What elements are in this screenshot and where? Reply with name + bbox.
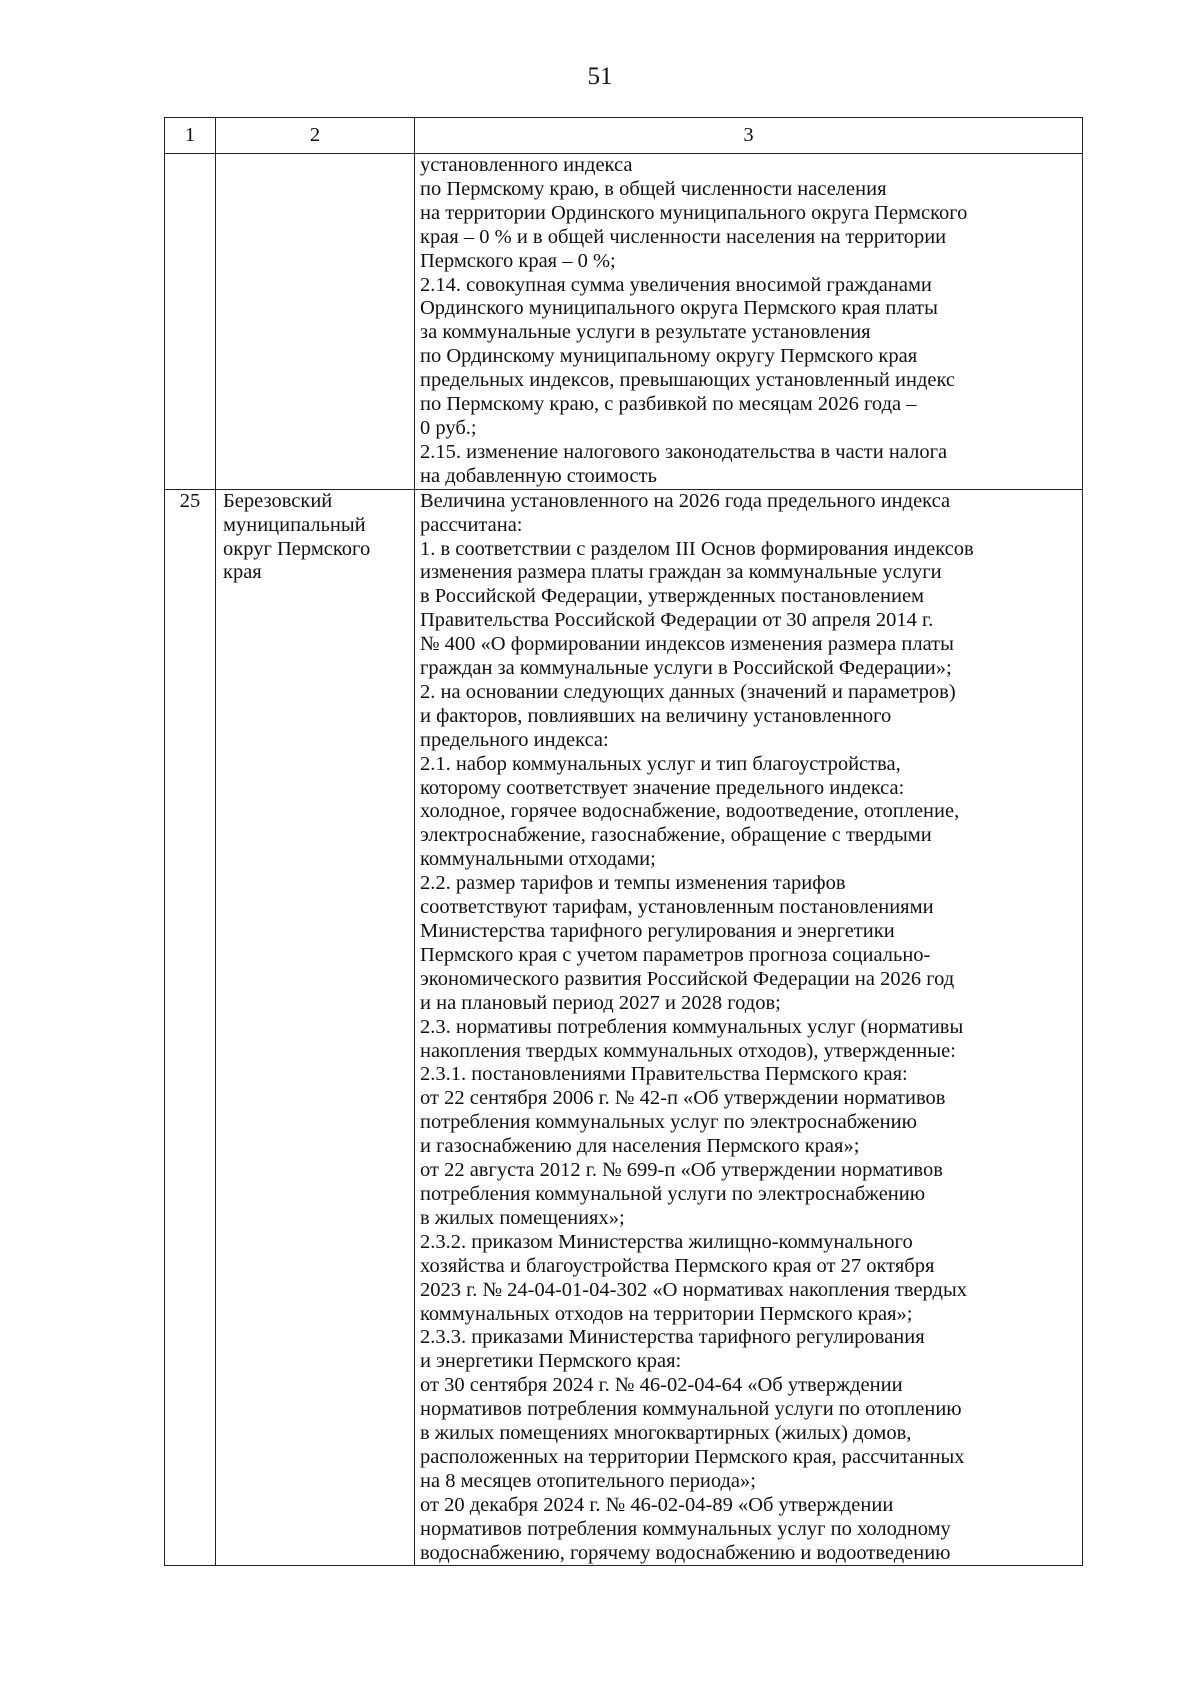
text-line: на добавленную стоимость	[420, 464, 657, 487]
text-line: округ Пермского	[223, 537, 371, 560]
text-line: Величина установленного на 2026 года предельного индекса	[420, 489, 951, 512]
text-line: по Пермскому краю, в общей численности населения	[420, 177, 887, 200]
text-line: изменения размера платы граждан за коммунальные услуги	[420, 561, 942, 584]
text-line: на территории Ординского муниципального округа Пермского	[420, 201, 968, 224]
text-line: от 22 сентября 2006 г. № 42-п «Об утверждении нормативов	[420, 1087, 946, 1110]
text-line: и энергетики Пермского края:	[420, 1350, 682, 1373]
text-line: 2.1. набор коммунальных услуг и тип благоустройства,	[420, 752, 901, 775]
document-table	[164, 117, 1083, 1566]
text-line: по Ординскому муниципальному округу Пермского края	[420, 345, 918, 368]
table-row-continuation	[165, 154, 1083, 490]
text-line: 2.14. совокупная сумма увеличения вносимой гражданами	[420, 273, 932, 296]
text-line: граждан за коммунальные услуги в Российской Федерации»;	[420, 657, 952, 680]
text-line: накопления твердых коммунальных отходов), утвержденные:	[420, 1039, 956, 1062]
table-header-row	[165, 118, 1083, 154]
description-cell	[415, 489, 1083, 1566]
text-line: и факторов, повлиявших на величину установленного	[420, 704, 892, 727]
row-number-cell	[165, 154, 216, 490]
text-line: № 400 «О формировании индексов изменения размера платы	[420, 633, 954, 656]
municipality-name-cell	[216, 489, 415, 1566]
header-col-3: 3	[415, 118, 1083, 154]
text-line: коммунальными отходами;	[420, 848, 656, 871]
row-number-cell: 25	[165, 489, 216, 1566]
text-line: установленного индекса	[420, 154, 633, 176]
text-line: муниципальный	[223, 513, 366, 536]
text-line: хозяйства и благоустройства Пермского края от 27 октября	[420, 1254, 935, 1277]
header-col-2: 2	[216, 118, 415, 154]
text-line: Правительства Российской Федерации от 30 апреля 2014 г.	[420, 609, 934, 632]
text-line: которому соответствует значение предельного индекса:	[420, 776, 905, 799]
text-line: Пермского края – 0 %;	[420, 249, 616, 272]
text-line: в жилых помещениях»;	[420, 1206, 625, 1229]
text-line: за коммунальные услуги в результате установления	[420, 321, 871, 344]
text-line: от 30 сентября 2024 г. № 46-02-04-64 «Об утверждении	[420, 1374, 903, 1397]
text-line: в жилых помещениях многоквартирных (жилых) домов,	[420, 1422, 912, 1445]
text-line: экономического развития Российской Федерации на 2026 год	[420, 967, 955, 990]
text-line: Ординского муниципального округа Пермского края платы	[420, 297, 938, 320]
text-line: края	[223, 561, 262, 584]
text-line: нормативов потребления коммунальных услуг по холодному	[420, 1517, 951, 1540]
text-line: 0 руб.;	[420, 416, 477, 439]
text-line: по Пермскому краю, с разбивкой по месяцам 2026 года –	[420, 393, 917, 416]
text-line: предельного индекса:	[420, 728, 609, 751]
text-line: Министерства тарифного регулирования и энергетики	[420, 920, 895, 942]
text-line: потребления коммунальных услуг по электроснабжению	[420, 1111, 917, 1134]
text-line: края – 0 % и в общей численности населения на территории	[420, 225, 947, 248]
text-line: 1. в соответствии с разделом III Основ формирования индексов	[420, 537, 974, 560]
text-line: Березовский	[223, 489, 333, 512]
text-line: от 22 августа 2012 г. № 699-п «Об утверждении нормативов	[420, 1159, 943, 1182]
text-line: 2.3.3. приказами Министерства тарифного регулирования	[420, 1326, 925, 1349]
text-line: расположенных на территории Пермского края, рассчитанных	[420, 1445, 965, 1468]
text-line: и на плановый период 2027 и 2028 годов;	[420, 991, 781, 1014]
header-col-1: 1	[165, 118, 216, 154]
text-line: 2.15. изменение налогового законодательства в части налога	[420, 440, 948, 463]
text-line: электроснабжение, газоснабжение, обращение с твердыми	[420, 824, 932, 847]
text-line: на 8 месяцев отопительного периода»;	[420, 1469, 756, 1492]
text-line: 2.2. размер тарифов и темпы изменения тарифов	[420, 872, 846, 895]
text-line: предельных индексов, превышающих установленный индекс	[420, 369, 956, 392]
municipality-name-cell	[216, 154, 415, 490]
text-line: 2.3.2. приказом Министерства жилищно-коммунального	[420, 1230, 913, 1253]
table-row-25	[165, 489, 1083, 1566]
text-line: холодное, горячее водоснабжение, водоотведение, отопление,	[420, 800, 960, 823]
text-line: водоснабжению, горячему водоснабжению и водоотведению	[420, 1541, 951, 1564]
text-line: 2023 г. № 24-04-01-04-302 «О нормативах накопления твердых	[420, 1278, 967, 1301]
text-line: 2. на основании следующих данных (значений и параметров)	[420, 680, 956, 703]
text-line: нормативов потребления коммунальной услуги по отоплению	[420, 1398, 962, 1421]
page-number: 51	[587, 63, 613, 90]
text-line: от 20 декабря 2024 г. № 46-02-04-89 «Об утверждении	[420, 1493, 894, 1516]
text-line: потребления коммунальной услуги по электроснабжению	[420, 1182, 926, 1205]
text-line: в Российской Федерации, утвержденных постановлением	[420, 585, 925, 608]
text-line: 2.3. нормативы потребления коммунальных услуг (нормативы	[420, 1015, 964, 1038]
text-line: 2.3.1. постановлениями Правительства Пермского края:	[420, 1063, 908, 1086]
text-line: соответствуют тарифам, установленным постановлениями	[420, 896, 934, 919]
text-line: коммунальных отходов на территории Пермского края»;	[420, 1302, 913, 1325]
text-line: и газоснабжению для населения Пермского края»;	[420, 1135, 860, 1158]
description-cell	[415, 154, 1083, 490]
text-line: Пермского края с учетом параметров прогноза социально-	[420, 943, 931, 966]
text-line: рассчитана:	[420, 513, 523, 536]
